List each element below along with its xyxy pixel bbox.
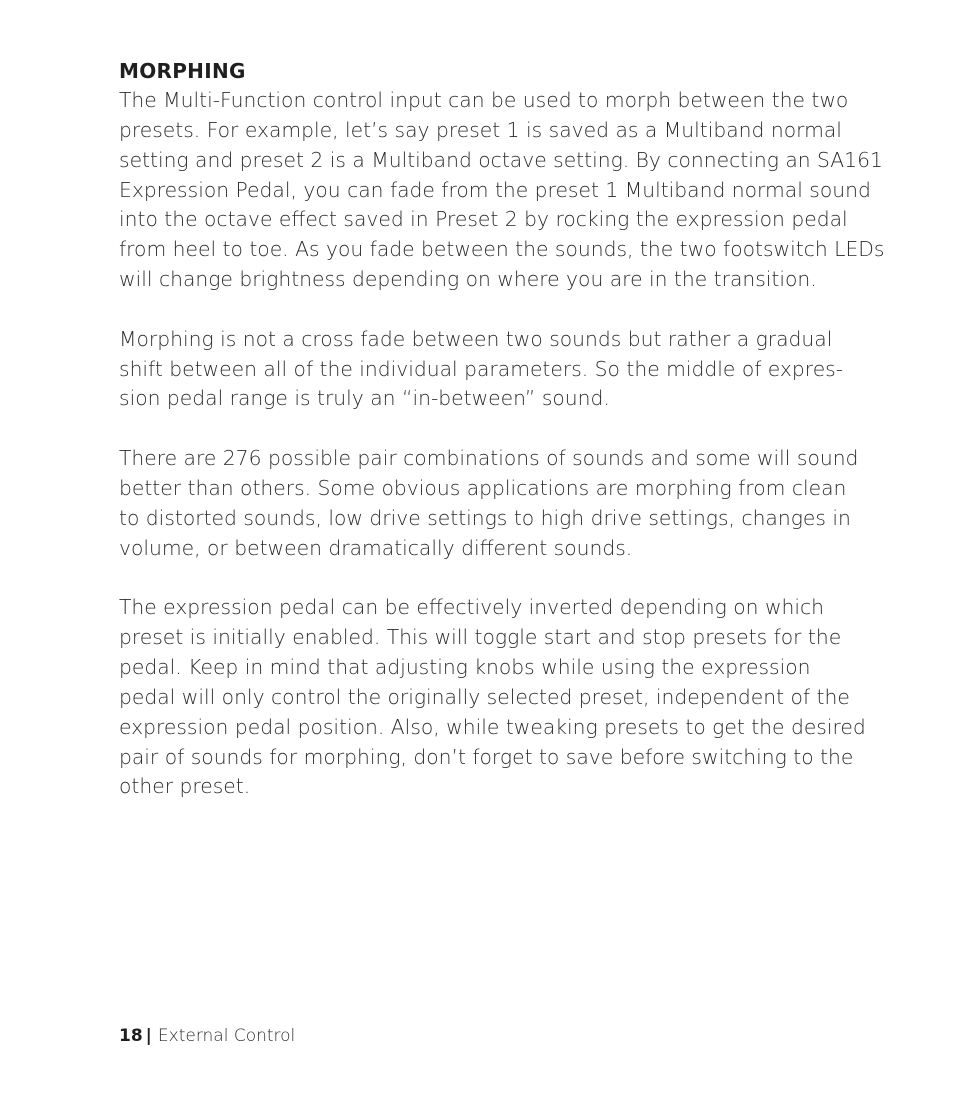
section-heading: MORPHING bbox=[119, 59, 246, 83]
text-line: preset is initially enabled. This will toggle start and stop presets for the bbox=[119, 625, 842, 650]
paragraph-inverted bbox=[119, 593, 909, 802]
page-content bbox=[119, 56, 909, 832]
footer-separator: | bbox=[145, 1026, 152, 1046]
text-line: The expression pedal can be effectively inverted depending on which bbox=[119, 595, 825, 620]
text-line: from heel to toe. As you fade between the sounds, the two footswitch LEDs bbox=[119, 237, 885, 262]
page-number: 18 bbox=[119, 1026, 143, 1046]
text-line: other preset. bbox=[119, 774, 251, 799]
text-line: volume, or between dramatically different sounds. bbox=[119, 535, 633, 560]
paragraph-cross-fade bbox=[119, 325, 909, 415]
text-line: setting and preset 2 is a Multiband octave setting. By connecting an SA161 bbox=[119, 147, 883, 172]
text-line: better than others. Some obvious applications are morphing from clean bbox=[119, 475, 847, 500]
text-line: pedal will only control the originally selected preset, independent of the bbox=[119, 684, 850, 709]
text-line: sion pedal range is truly an “in-between” sound. bbox=[119, 386, 610, 411]
text-line: shift between all of the individual parameters. So the middle of expres- bbox=[119, 356, 844, 381]
paragraph-combinations bbox=[119, 444, 909, 563]
text-line: There are 276 possible pair combinations of sounds and some will sound bbox=[119, 446, 859, 471]
text-line: pedal. Keep in mind that adjusting knobs while using the expression bbox=[119, 655, 811, 680]
text-line: to distorted sounds, low drive settings to high drive settings, changes in bbox=[119, 505, 851, 530]
footer-section-label: External Control bbox=[157, 1026, 296, 1046]
text-line: pair of sounds for morphing, don’t forget to save before switching to the bbox=[119, 744, 854, 769]
text-line: into the octave effect saved in Preset 2 by rocking the expression pedal bbox=[119, 207, 848, 232]
text-line: Morphing is not a cross fade between two sounds but rather a gradual bbox=[119, 326, 833, 351]
text-line: expression pedal position. Also, while tweaking presets to get the desired bbox=[119, 714, 866, 739]
text-line: The Multi-Function control input can be used to morph between the two bbox=[119, 88, 849, 112]
page-footer bbox=[119, 1023, 295, 1049]
text-line: will change brightness depending on where you are in the transition. bbox=[119, 267, 817, 292]
text-line: Expression Pedal, you can fade from the preset 1 Multiband normal sound bbox=[119, 177, 871, 202]
paragraph-intro bbox=[119, 86, 909, 295]
text-line: presets. For example, let’s say preset 1 is saved as a Multiband normal bbox=[119, 117, 842, 142]
